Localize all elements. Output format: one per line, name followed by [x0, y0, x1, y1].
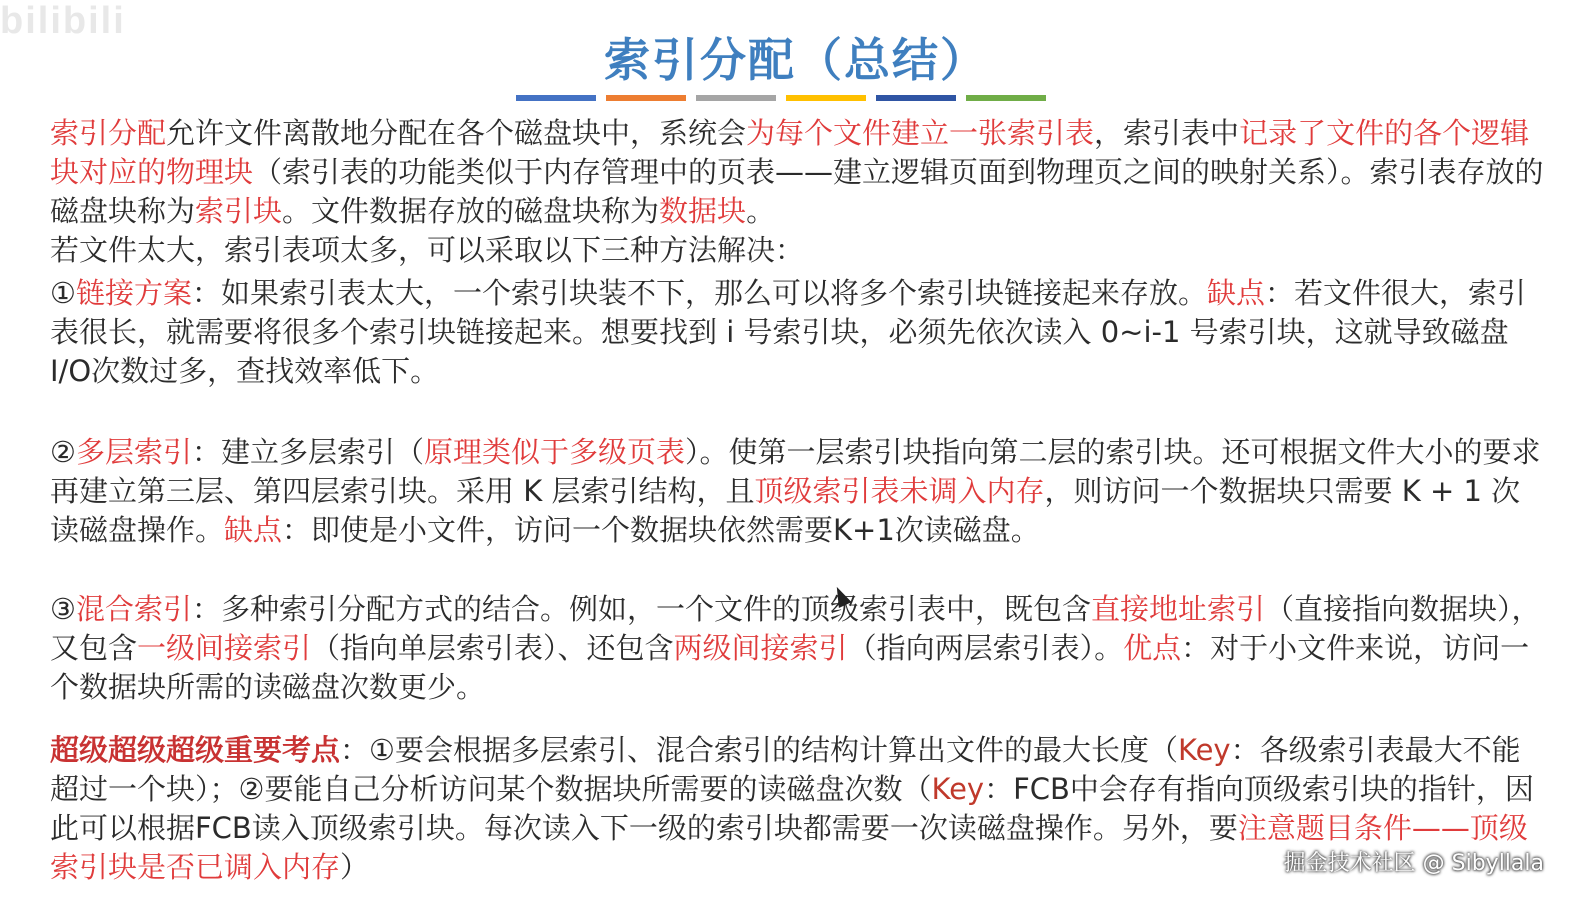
text-span: （直接指向数据块），又包含 — [50, 592, 1541, 665]
color-bar — [786, 95, 866, 101]
label-disadvantage: 缺点 — [224, 513, 283, 547]
text-span: ）。使第一层索引块指向第二层的索引块。还可根据文件大小的要求再建立第三层、第四层索引块。采用 K 层索引结构，且 — [50, 435, 1541, 508]
label-disadvantage: 缺点 — [1207, 276, 1266, 310]
paragraph-three-methods: 若文件太大，索引表项太多，可以采取以下三种方法解决： — [50, 233, 805, 267]
text-span: ：如果索引表太大，一个索引块装不下，那么可以将多个索引块链接起来存放。 — [192, 276, 1208, 310]
text-span: 允许文件离散地分配在各个磁盘块中，系统会 — [166, 116, 747, 150]
text-span: （指向两层索引表）。 — [847, 631, 1124, 665]
text-span: ：①要会根据多层索引、混合索引的结构计算出文件的最大长度（ — [340, 733, 1179, 767]
text-span: ） — [340, 850, 370, 884]
term-linked-scheme: 链接方案 — [76, 276, 193, 310]
text-span: ：若文件很大，索引表很长，就需要将很多个索引块链接起来。想要找到 i 号索引块，必须先依次读入 0~i-1 号索引块，这就导致磁盘I/O次数过多，查找效率低下。 — [50, 276, 1527, 388]
paragraph-mixed-index — [50, 590, 1545, 707]
highlight-span: 一级间接索引 — [137, 631, 312, 665]
juejin-watermark: 掘金技术社区 @ Sibyllala — [1283, 851, 1544, 876]
text-span: （指向单层索引表）、还包含 — [311, 631, 674, 665]
text-span: ：对于小文件来说，访问一个数据块所需的读磁盘次数更少。 — [50, 631, 1530, 704]
highlight-span: 为每个文件建立一张索引表 — [746, 116, 1095, 150]
paragraph-multilevel-index — [50, 433, 1545, 550]
paragraph-intro — [50, 114, 1545, 231]
text-span: ：建立多层索引（ — [192, 435, 425, 469]
list-marker: ① — [50, 276, 76, 310]
label-key-exam-point: 超级超级超级重要考点 — [50, 733, 341, 767]
color-bar — [966, 95, 1046, 101]
text-span: 。 — [746, 194, 776, 228]
highlight-span: 注意题目条件——顶级索引块是否已调入内存 — [50, 811, 1528, 884]
highlight-span: 两级间接索引 — [673, 631, 848, 665]
highlight-span: 记录了文件的各个逻辑块对应的物理块 — [50, 116, 1530, 189]
label-advantage: 优点 — [1123, 631, 1182, 665]
paragraph-linked-scheme — [50, 274, 1545, 391]
text-span: ：即使是小文件，访问一个数据块依然需要K+1次读磁盘。 — [282, 513, 1040, 547]
color-bar — [606, 95, 686, 101]
title-color-bars — [516, 95, 1046, 101]
text-span: ，索引表中 — [1094, 116, 1240, 150]
text-span: ：FCB中会存有指向顶级索引块的指针，因此可以根据FCB读入顶级索引块。每次读入下一级的索引块都需要一次读磁盘操作。另外，要 — [50, 772, 1534, 845]
highlight-span: 直接地址索引 — [1091, 592, 1266, 626]
label-key: Key — [1178, 733, 1231, 767]
term-index-block: 索引块 — [195, 194, 283, 228]
text-span: ：各级索引表最大不能超过一个块）；②要能自己分析访问某个数据块所需要的读磁盘次数（ — [50, 733, 1521, 806]
term-data-block: 数据块 — [659, 194, 747, 228]
bilibili-logo-watermark: bilibili — [0, 0, 126, 42]
color-bar — [696, 95, 776, 101]
slide-content — [50, 114, 1545, 887]
text-span: （索引表的功能类似于内存管理中的页表——建立逻辑页面到物理页之间的映射关系）。索引表存放的磁盘块称为 — [50, 155, 1544, 228]
label-key: Key — [931, 772, 985, 806]
highlight-span: 顶级索引表未调入内存 — [754, 474, 1045, 508]
term-index-allocation: 索引分配 — [50, 116, 167, 150]
slide-title: 索引分配（总结） — [604, 33, 988, 87]
color-bar — [516, 95, 596, 101]
term-multilevel-index: 多层索引 — [76, 435, 193, 469]
list-marker: ② — [50, 435, 76, 469]
text-span: ，则访问一个数据块只需要 K + 1 次读磁盘操作。 — [50, 474, 1521, 547]
color-bar — [876, 95, 956, 101]
text-span: ：多种索引分配方式的结合。例如，一个文件的顶级索引表中，既包含 — [192, 592, 1092, 626]
term-mixed-index: 混合索引 — [76, 592, 193, 626]
list-marker: ③ — [50, 592, 76, 626]
text-span: 。文件数据存放的磁盘块称为 — [282, 194, 660, 228]
highlight-span: 原理类似于多级页表 — [424, 435, 686, 469]
